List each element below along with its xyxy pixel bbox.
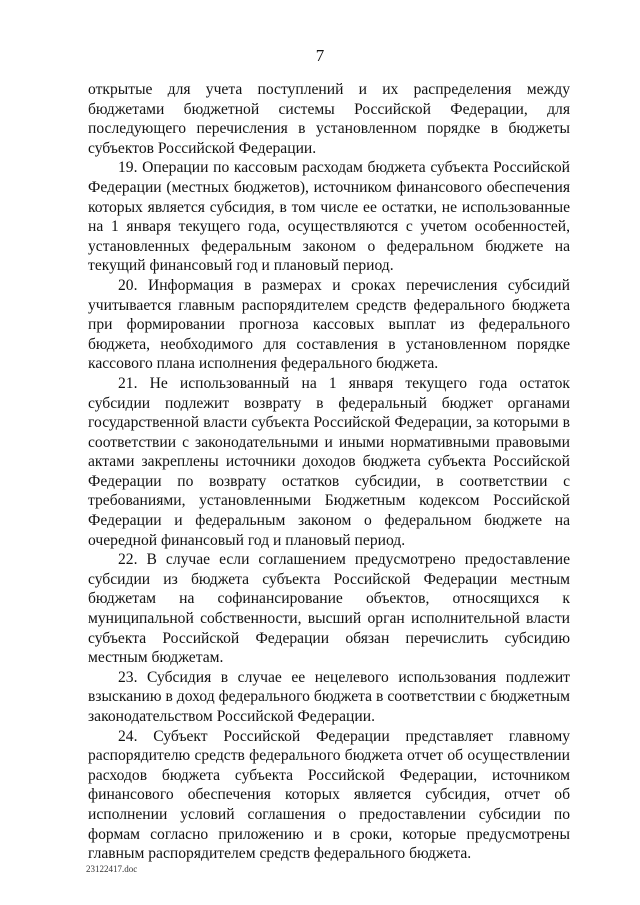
paragraph-19: 19. Операции по кассовым расходам бюджета субъекта Российской Федерации (местных бюджетов), источником финансового обеспечения которых является субсидия, в том числе ее остатки, не использованные на 1 января текущего года, осуществляются с учетом особенностей, установленных федеральным законом о федеральном бюджете на текущий финансовый год и плановый период. xyxy=(88,159,570,275)
footer-filename: 23122417.doc xyxy=(86,864,138,874)
paragraph-24: 24. Субъект Российской Федерации представляет главному распорядителю средств федерального бюджета отчет об осуществлении расходов бюджета субъекта Российской Федерации, источником финансового обеспечения которых является субсидия, отчет об исполнении условий соглашения о предоставлении субсидии по формам согласно приложению и в сроки, которые предусмотрены главным распорядителем средств федерального бюджета. xyxy=(88,727,570,863)
page-number: 7 xyxy=(315,46,325,65)
paragraph-22: 22. В случае если соглашением предусмотрено предоставление субсидии из бюджета субъекта Российской Федерации местным бюджетам на софинансирование объектов, относящихся к муниципальной собственности, высший орган исполнительной власти субъекта Российской Федерации обязан перечислить субсидию местным бюджетам. xyxy=(88,551,570,667)
paragraph-21: 21. Не использованный на 1 января текущего года остаток субсидии подлежит возврату в федеральный бюджет органами государственной власти субъекта Российской Федерации, за которыми в соответствии с законодательными и иными нормативными правовыми актами закреплены источники доходов бюджета субъекта Российской Федерации по возврату остатков субсидии, в соответствии с требованиями, установленными Бюджетным кодексом Российской Федерации и федеральным законом о федеральном бюджете на очередной финансовый год и плановый период. xyxy=(88,374,570,549)
document-body xyxy=(88,80,570,864)
paragraph-20: 20. Информация в размерах и сроках перечисления субсидий учитывается главным распорядителем средств федерального бюджета при формировании прогноза кассовых выплат из федерального бюджета, необходимого для составления в установленном порядке кассового плана исполнения федерального бюджета. xyxy=(88,276,570,373)
paragraph-continuation: открытые для учета поступлений и их распределения между бюджетами бюджетной системы Российской Федерации, для последующего перечисления в установленном порядке в бюджеты субъектов Российской Федерации. xyxy=(88,81,570,157)
paragraph-23: 23. Субсидия в случае ее нецелевого использования подлежит взысканию в доход федерального бюджета в соответствии с бюджетным законодательством Российской Федерации. xyxy=(88,668,570,725)
